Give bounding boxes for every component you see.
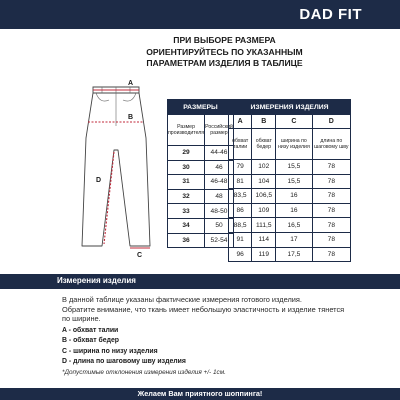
size-ru-cell: 50 bbox=[205, 218, 234, 233]
measure-cell: 106,5 bbox=[252, 189, 276, 204]
size-ru-cell: 44-46 bbox=[205, 146, 234, 161]
size-ru-cell: 46-48 bbox=[205, 175, 234, 190]
table-row bbox=[168, 204, 234, 219]
measure-cell: 104 bbox=[252, 174, 276, 189]
measure-cell: 86 bbox=[229, 203, 252, 218]
brand-logo: DAD FIT bbox=[299, 6, 362, 23]
heading-line-1: ПРИ ВЫБОРЕ РАЗМЕРА bbox=[173, 35, 276, 45]
size-ru-cell: 48-50 bbox=[205, 204, 234, 219]
measure-cell: 109 bbox=[252, 203, 276, 218]
measure-label-b: B bbox=[128, 114, 134, 121]
table-row bbox=[229, 174, 351, 189]
measure-cell: 111,5 bbox=[252, 218, 276, 233]
top-banner bbox=[0, 0, 400, 29]
table-row bbox=[168, 175, 234, 190]
heading-line-3: ПАРАМЕТРАМ ИЗДЕЛИЯ В ТАБЛИЦЕ bbox=[146, 58, 303, 68]
measurement-legend bbox=[62, 326, 322, 367]
heading-line-2: ОРИЕНТИРУЙТЕСЬ ПО УКАЗАННЫМ bbox=[146, 46, 303, 57]
measure-col-hips: обхват бедер bbox=[252, 129, 276, 160]
pants-pocket-left bbox=[96, 93, 109, 101]
table-row bbox=[168, 160, 234, 175]
measure-cell: 96 bbox=[229, 247, 252, 262]
sizes-col-russian: Российский размер bbox=[205, 115, 234, 146]
measure-cell: 79 bbox=[229, 160, 252, 175]
measurements-table-header: ИЗМЕРЕНИЯ ИЗДЕЛИЯ bbox=[229, 100, 351, 115]
size-ru-cell: 46 bbox=[205, 160, 234, 175]
measure-cell: 78 bbox=[312, 174, 350, 189]
measure-cell: 78 bbox=[312, 218, 350, 233]
table-row bbox=[229, 218, 351, 233]
table-row bbox=[229, 232, 351, 247]
pants-pocket-right bbox=[123, 93, 136, 101]
size-guide-heading bbox=[112, 35, 337, 70]
sizes-table-header: РАЗМЕРЫ bbox=[168, 100, 234, 115]
bottom-banner bbox=[0, 388, 400, 400]
measure-col-inseam: длина по шаговому шву bbox=[312, 129, 350, 160]
tolerance-note: *Допустимые отклонения измерения изделия +/- 1см. bbox=[62, 369, 226, 376]
size-mfr-cell: 33 bbox=[168, 204, 205, 219]
legend-item-c: C - ширина по низу изделия bbox=[62, 347, 158, 355]
measure-cell: 78 bbox=[312, 189, 350, 204]
table-row bbox=[168, 233, 234, 248]
table-row bbox=[229, 189, 351, 204]
measure-cell: 16 bbox=[276, 203, 313, 218]
size-mfr-cell: 36 bbox=[168, 233, 205, 248]
measure-col-letter-c: C bbox=[276, 115, 313, 129]
measure-cell: 78 bbox=[312, 247, 350, 262]
measure-cell: 16 bbox=[276, 189, 313, 204]
size-mfr-cell: 34 bbox=[168, 218, 205, 233]
measure-line-d bbox=[104, 152, 114, 244]
pants-diagram bbox=[66, 78, 166, 258]
table-row bbox=[168, 146, 234, 161]
legend-item-a: A - обхват талии bbox=[62, 327, 119, 334]
table-row bbox=[229, 160, 351, 175]
size-ru-cell: 52-54 bbox=[205, 233, 234, 248]
measure-label-a: A bbox=[128, 80, 134, 87]
measure-cell: 15,5 bbox=[276, 174, 313, 189]
measure-cell: 78 bbox=[312, 203, 350, 218]
measure-col-waist: обхват талии bbox=[229, 129, 252, 160]
description-line-3: по ширине. bbox=[62, 314, 101, 324]
measure-label-c: C bbox=[137, 252, 143, 258]
section-banner bbox=[0, 274, 400, 289]
description-line-1: В данной таблице указаны фактические измерения готового изделия. bbox=[62, 295, 302, 304]
table-row bbox=[168, 189, 234, 204]
description-line-2: Обратите внимание, что ткань имеет небольшую эластичность и изделие тянется bbox=[62, 304, 345, 314]
measurements-table bbox=[228, 99, 351, 262]
table-row bbox=[168, 218, 234, 233]
legend-item-b: B - обхват бедер bbox=[62, 337, 119, 345]
size-mfr-cell: 31 bbox=[168, 175, 205, 190]
measure-cell: 114 bbox=[252, 232, 276, 247]
table-row bbox=[229, 247, 351, 262]
measure-cell: 102 bbox=[252, 160, 276, 175]
section-title: Измерения изделия bbox=[57, 276, 136, 285]
measure-cell: 81 bbox=[229, 174, 252, 189]
measure-cell: 15,5 bbox=[276, 160, 313, 175]
size-ru-cell: 48 bbox=[205, 189, 234, 204]
measure-col-letter-d: D bbox=[312, 115, 350, 129]
footer-text: Желаем Вам приятного шоппинга! bbox=[137, 389, 263, 398]
sizes-table bbox=[167, 99, 234, 248]
measure-label-d: D bbox=[96, 177, 102, 184]
measure-cell: 83,5 bbox=[229, 189, 252, 204]
legend-item-d: D - длина по шаговому шву изделия bbox=[62, 357, 186, 365]
measure-col-hem: ширина по низу изделия bbox=[276, 129, 313, 160]
measure-cell: 17 bbox=[276, 232, 313, 247]
measure-cell: 88,5 bbox=[229, 218, 252, 233]
size-mfr-cell: 32 bbox=[168, 189, 205, 204]
measure-cell: 78 bbox=[312, 232, 350, 247]
description-text bbox=[62, 295, 362, 324]
measure-col-letter-a: A bbox=[229, 115, 252, 129]
size-mfr-cell: 29 bbox=[168, 146, 205, 161]
measure-cell: 17,5 bbox=[276, 247, 313, 262]
measure-col-letter-b: B bbox=[252, 115, 276, 129]
sizes-col-manufacturer: Размер производителя bbox=[168, 115, 205, 146]
measure-cell: 119 bbox=[252, 247, 276, 262]
measure-cell: 16,5 bbox=[276, 218, 313, 233]
measure-cell: 78 bbox=[312, 160, 350, 175]
size-mfr-cell: 30 bbox=[168, 160, 205, 175]
measure-cell: 91 bbox=[229, 232, 252, 247]
table-row bbox=[229, 203, 351, 218]
